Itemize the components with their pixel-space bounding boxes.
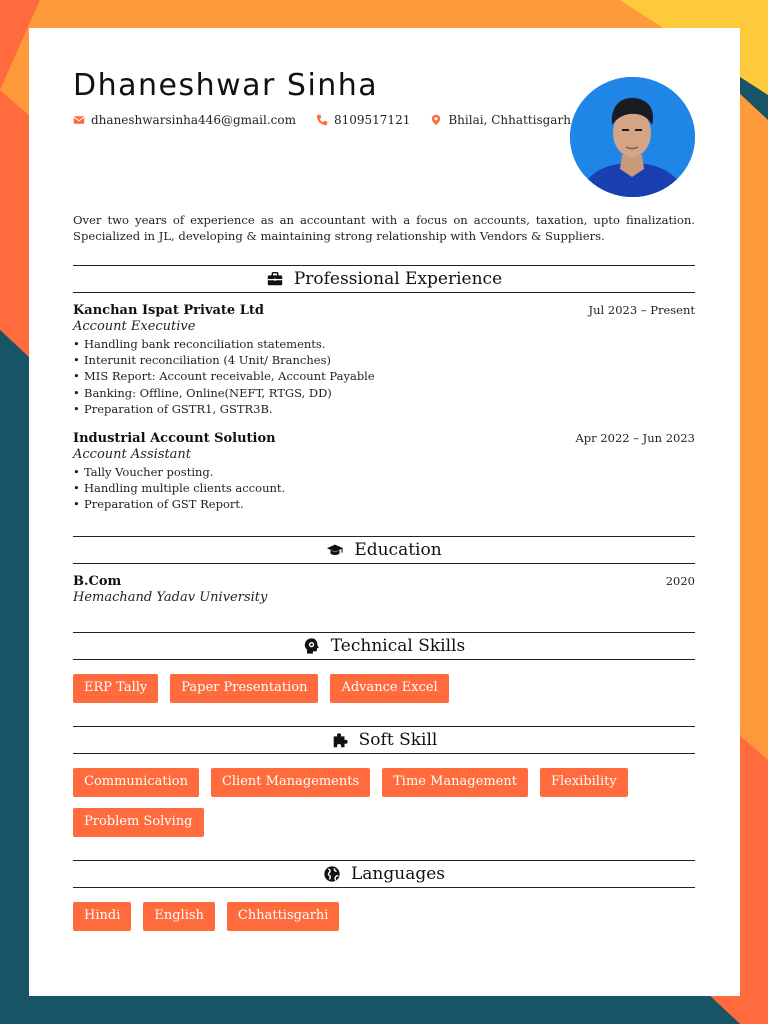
section-languages-title: Languages (350, 864, 445, 884)
contact-email[interactable] (73, 113, 296, 127)
map-pin-icon (430, 114, 442, 126)
skill-tag: Problem Solving (73, 808, 204, 837)
job-bullet: • MIS Report: Account receivable, Account Payable (73, 368, 695, 384)
profile-summary: Over two years of experience as an accountant with a focus on accounts, taxation, upto finalization. Specialized in JL, developing & maintaining strong relationship with Vendors & Suppliers. (73, 213, 695, 243)
job-entry (73, 431, 695, 513)
job-bullets (73, 336, 695, 417)
section-languages-header (73, 860, 695, 888)
graduation-cap-icon (326, 541, 344, 559)
skill-tag: Paper Presentation (170, 674, 318, 703)
skill-tag: ERP Tally (73, 674, 158, 703)
globe-icon (323, 865, 341, 883)
job-bullet: • Handling multiple clients account. (73, 480, 695, 496)
section-education-title: Education (354, 540, 442, 560)
envelope-icon (73, 114, 85, 126)
skill-tag: Advance Excel (330, 674, 448, 703)
job-bullet: • Preparation of GSTR1, GSTR3B. (73, 401, 695, 417)
phone-icon (316, 114, 328, 126)
phone-text: 8109517121 (333, 113, 411, 127)
location-text: Bhilai, Chhattisgarh (448, 113, 571, 127)
section-soft-header (73, 726, 695, 754)
language-tag: Hindi (73, 902, 131, 931)
languages-list (73, 902, 713, 942)
education-entry (73, 574, 695, 605)
section-experience-header (73, 265, 695, 293)
skill-tag: Client Managements (211, 768, 370, 797)
section-experience-title: Professional Experience (293, 269, 503, 289)
job-bullet: • Preparation of GST Report. (73, 496, 695, 512)
institution-name: Hemachand Yadav University (73, 590, 268, 605)
candidate-name: Dhaneshwar Sinha (73, 68, 379, 103)
job-role: Account Executive (73, 319, 196, 334)
job-bullet: • Handling bank reconciliation statements. (73, 336, 695, 352)
contact-location (430, 113, 571, 127)
job-dates: Apr 2022 – Jun 2023 (575, 431, 695, 445)
company-name: Kanchan Ispat Private Ltd (73, 303, 264, 318)
job-dates: Jul 2023 – Present (588, 303, 695, 317)
brain-head-icon (303, 637, 321, 655)
technical-skills-list (73, 674, 713, 714)
section-soft-title: Soft Skill (358, 730, 438, 750)
briefcase-icon (266, 270, 284, 288)
person-avatar-icon (570, 77, 695, 197)
contact-row (73, 113, 591, 127)
education-year: 2020 (665, 574, 695, 588)
profile-photo (570, 77, 695, 197)
email-text: dhaneshwarsinha446@gmail.com (91, 113, 296, 127)
company-name: Industrial Account Solution (73, 431, 276, 446)
job-bullet: • Banking: Offline, Online(NEFT, RTGS, DD) (73, 385, 695, 401)
skill-tag: Communication (73, 768, 199, 797)
job-bullet: • Interunit reconciliation (4 Unit/ Branches) (73, 352, 695, 368)
section-technical-header (73, 632, 695, 660)
job-bullet: • Tally Voucher posting. (73, 464, 695, 480)
degree-name: B.Com (73, 574, 122, 589)
job-bullets (73, 464, 695, 513)
section-technical-title: Technical Skills (330, 636, 466, 656)
language-tag: Chhattisgarhi (227, 902, 340, 931)
language-tag: English (143, 902, 215, 931)
skill-tag: Flexibility (540, 768, 628, 797)
contact-phone[interactable] (316, 113, 410, 127)
job-role: Account Assistant (73, 447, 192, 462)
soft-skills-list (73, 768, 713, 848)
skill-tag: Time Management (382, 768, 528, 797)
section-education-header (73, 536, 695, 564)
job-entry (73, 303, 695, 417)
puzzle-piece-icon (331, 731, 349, 749)
